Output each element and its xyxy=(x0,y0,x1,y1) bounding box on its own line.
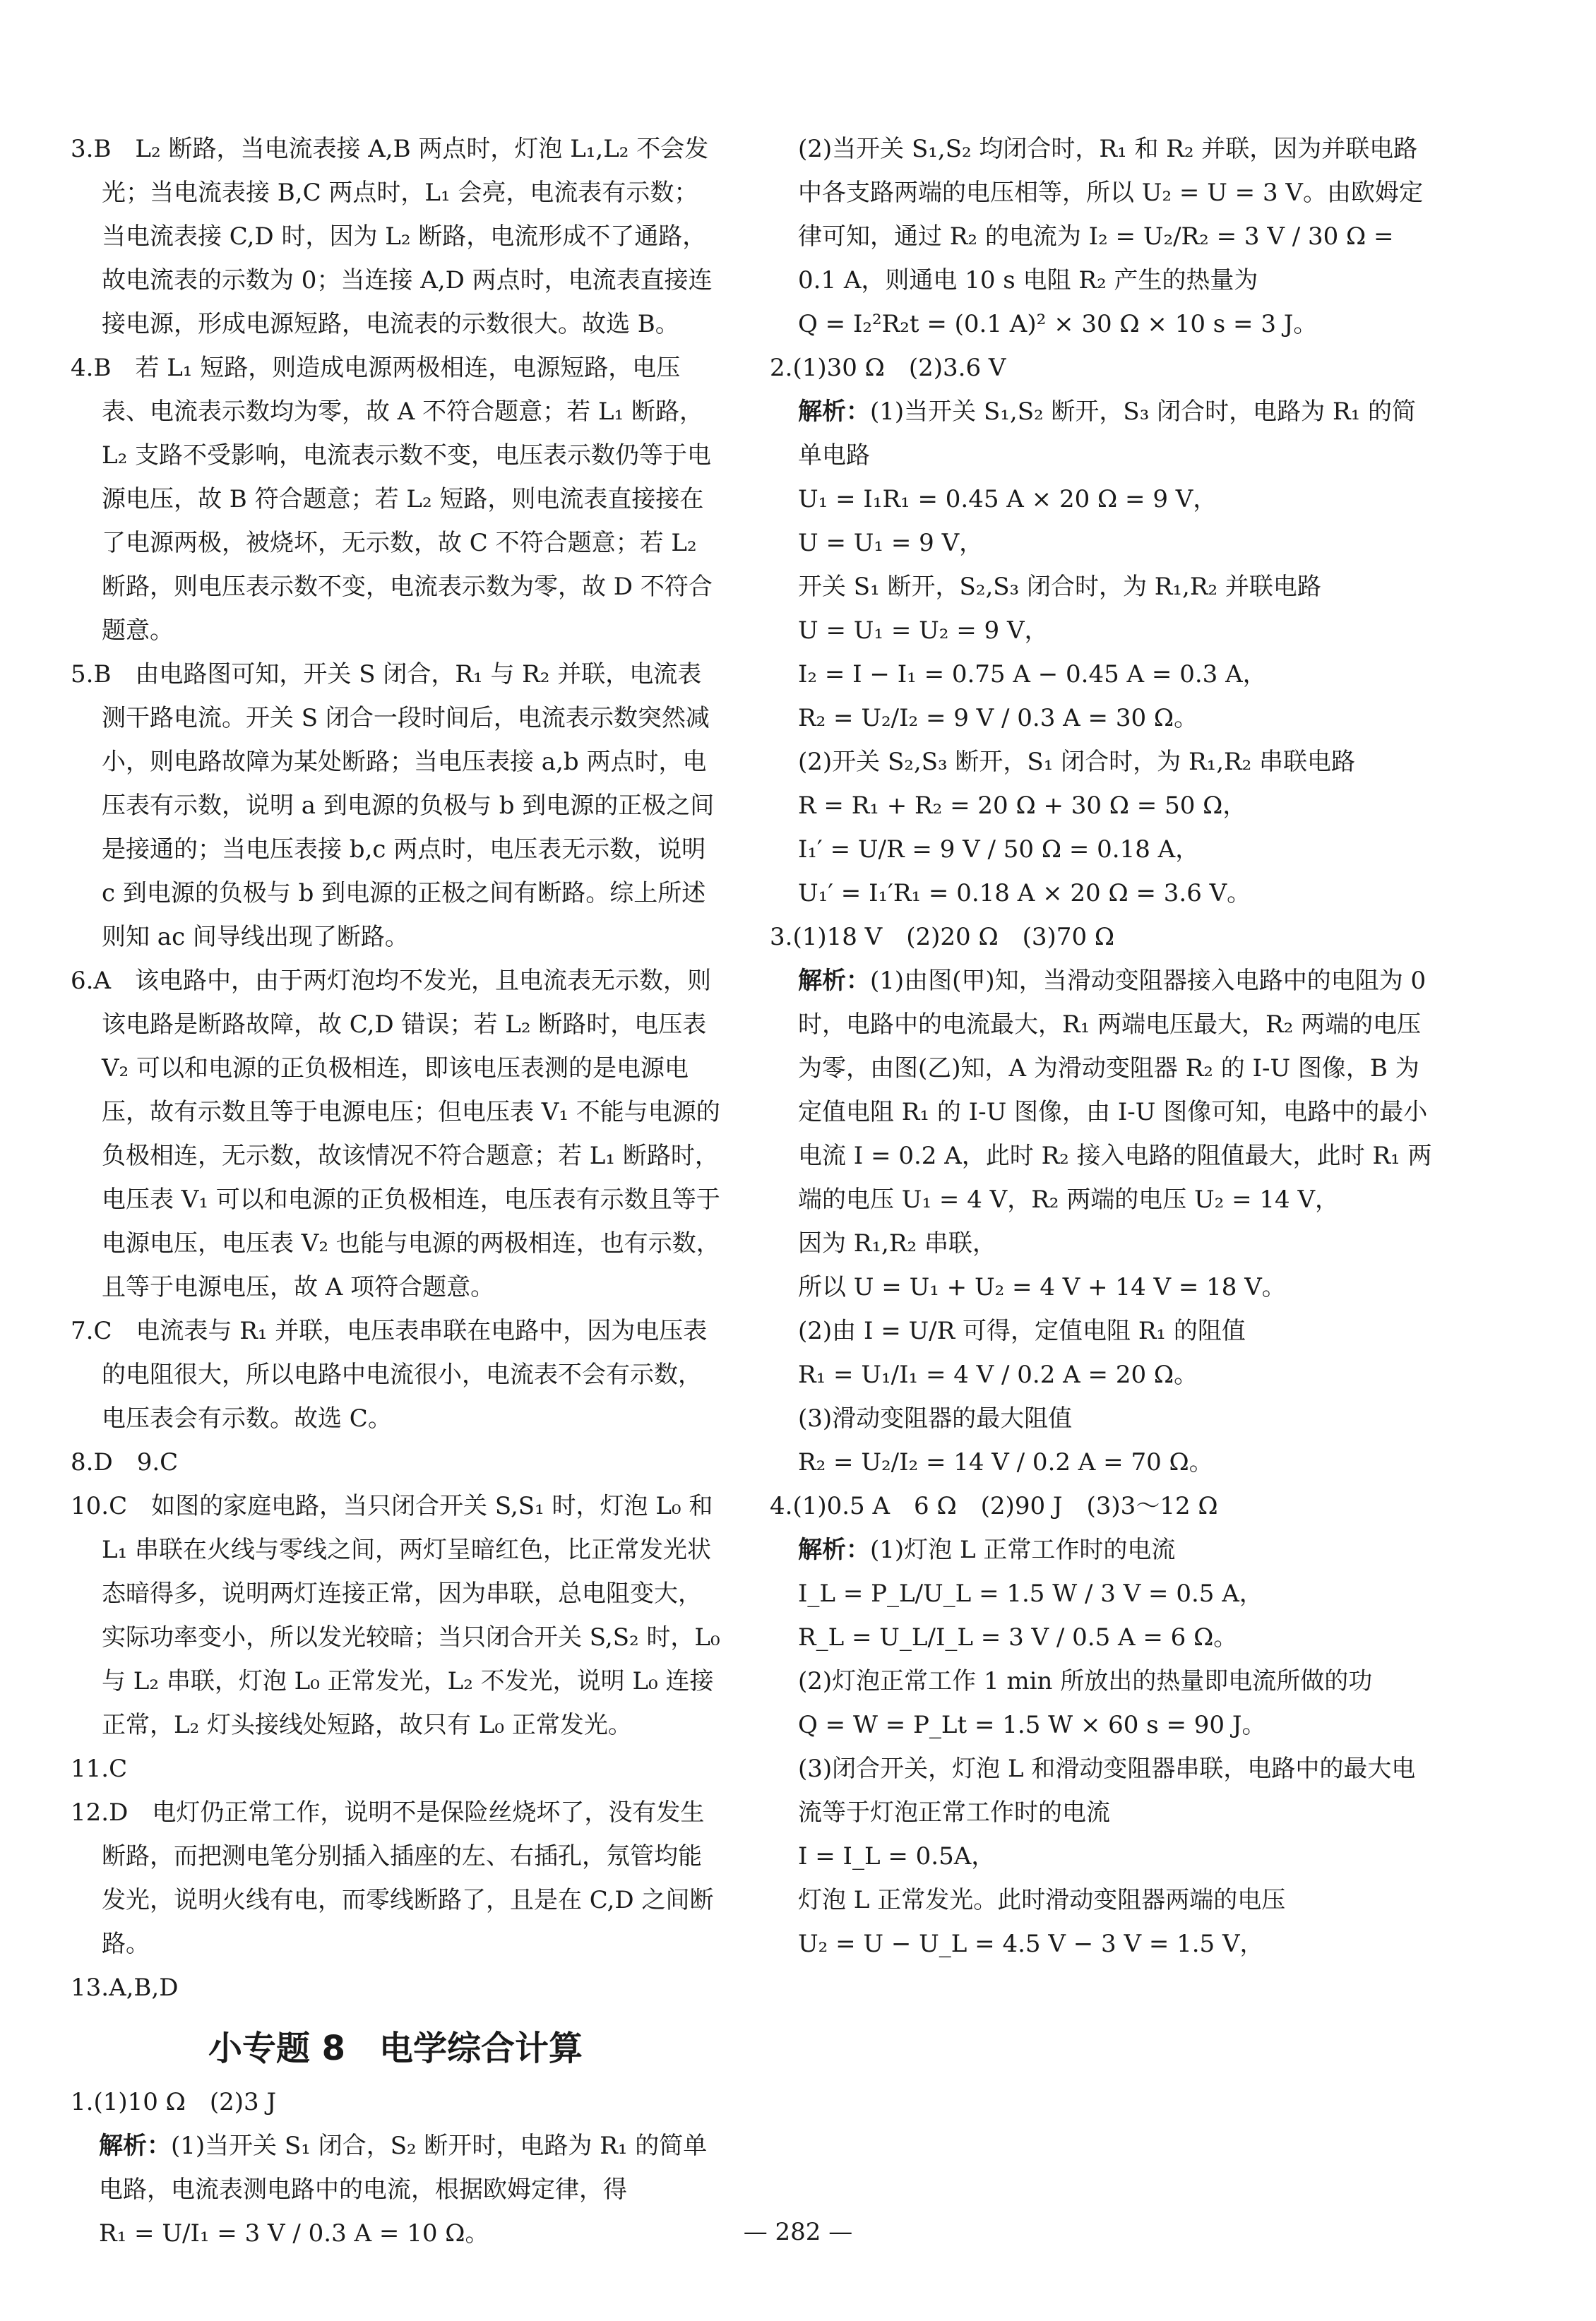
answer-12: 12.D 电灯仍正常工作，说明不是保险丝烧坏了，没有发生断路，而把测电笔分别插入插座的左、右插孔，氖管均能发光，说明火线有电，而零线断路了，且是在 C,D 之间断路。 xyxy=(71,1798,714,1958)
calc-4-line: Q = W = P_Lt = 1.5 W × 60 s = 90 J。 xyxy=(798,1711,1266,1739)
calc-2-line: (2)开关 S₂,S₃ 断开，S₁ 闭合时，为 R₁,R₂ 串联电路 xyxy=(798,748,1356,776)
calc-2-line: I₁′ = U/R = 9 V / 50 Ω = 0.18 A， xyxy=(798,835,1200,864)
calc-2-line: R₂ = U₂/I₂ = 9 V / 0.3 A = 30 Ω。 xyxy=(798,704,1198,732)
explanation-label: 解析： xyxy=(798,398,870,426)
calc-3-line: R₂ = U₂/I₂ = 14 V / 0.2 A = 70 Ω。 xyxy=(798,1448,1213,1476)
calc-1-heat-equation: Q = I₂²R₂t = (0.1 A)² × 30 Ω × 10 s = 3 J。 xyxy=(798,310,1318,338)
calc-2-answer: 2.(1)30 Ω (2)3.6 V xyxy=(770,354,1006,382)
answer-8-9: 8.D 9.C xyxy=(71,1448,179,1476)
calc-2-line: U₁ = I₁R₁ = 0.45 A × 20 Ω = 9 V， xyxy=(798,485,1217,513)
answer-11: 11.C xyxy=(71,1755,128,1783)
calc-4-line: 灯泡 L 正常发光。此时滑动变阻器两端的电压 xyxy=(798,1886,1286,1914)
calc-3-line: (3)滑动变阻器的最大阻值 xyxy=(798,1404,1073,1433)
calc-2-line: I₂ = I − I₁ = 0.75 A − 0.45 A = 0.3 A， xyxy=(798,660,1267,688)
answer-3: 3.B L₂ 断路，当电流表接 A,B 两点时，灯泡 L₁,L₂ 不会发光；当电流表接 B,C 两点时，L₁ 会亮，电流表有示数；当电流表接 C,D 时，因为 L₂ 断路，电流形成不了通路，故电流表的示数为 0；当连接 A,D 两点时，电流表直接连接电源，形成电源短路，电流表的示数很大。故选 B。 xyxy=(71,135,713,338)
calc-3-line: (2)由 I = U/R 可得，定值电阻 R₁ 的阻值 xyxy=(798,1317,1246,1345)
calc-3-explanation xyxy=(770,959,1434,1222)
left-column xyxy=(71,127,720,2255)
calc-3-answer: 3.(1)18 V (2)20 Ω (3)70 Ω xyxy=(770,923,1115,951)
answer-6: 6.A 该电路中，由于两灯泡均不发光，且电流表无示数，则该电路是断路故障，故 C,D 错误；若 L₂ 断路时，电压表 V₂ 可以和电源的正负极相连，即该电压表测的是电源电压，故有示数且等于电源电压；但电压表 V₁ 不能与电源的负极相连，无示数，故该情况不符合题意；若 L₁ 断路时，电压表 V₁ 可以和电源的正负极相连，电压表有示数且等于电源电压，电压表 V₂ 也能与电源的两极相连，也有示数，且等于电源电压，故 A 项符合题意。 xyxy=(71,967,720,1301)
answer-10: 10.C 如图的家庭电路，当只闭合开关 S,S₁ 时，灯泡 L₀ 和 L₁ 串联在火线与零线之间，两灯呈暗红色，比正常发光状态暗得多，说明两灯连接正常，因为串联，总电阻变大，实际功率变小，所以发光较暗；当只闭合开关 S,S₂ 时，L₀ 与 L₂ 串联，灯泡 L₀ 正常发光，L₂ 不发光，说明 L₀ 连接正常，L₂ 灯头接线处短路，故只有 L₀ 正常发光。 xyxy=(71,1492,720,1739)
calc-1-explanation xyxy=(71,2124,720,2212)
calc-2-explanation xyxy=(770,390,1434,477)
calc-1-answer: 1.(1)10 Ω (2)3 J xyxy=(71,2088,277,2116)
calc-2-line: U = U₁ = 9 V， xyxy=(798,529,984,557)
calc-3-line: R₁ = U₁/I₁ = 4 V / 0.2 A = 20 Ω。 xyxy=(798,1361,1198,1389)
calc-2-line: 开关 S₁ 断开，S₂,S₃ 闭合时，为 R₁,R₂ 并联电路 xyxy=(798,573,1321,601)
calc-4-line: I = I_L = 0.5A， xyxy=(798,1842,996,1870)
calc-1-part2: (2)当开关 S₁,S₂ 均闭合时，R₁ 和 R₂ 并联，因为并联电路中各支路两端的电压相等，所以 U₂ = U = 3 V。由欧姆定律可知，通过 R₂ 的电流为 I₂ = U₂/R₂ = 3 V / 30 Ω = 0.1 A，则通电 10 s 电阻 R₂ 产生的热量为 xyxy=(798,135,1423,294)
calc-4-line: (3)闭合开关，灯泡 L 和滑动变阻器串联，电路中的最大电流等于灯泡正常工作时的电流 xyxy=(798,1755,1416,1827)
answer-7: 7.C 电流表与 R₁ 并联，电压表串联在电路中，因为电压表的电阻很大，所以电路中电流很小，电流表不会有示数，电压表会有示数。故选 C。 xyxy=(71,1317,708,1433)
calc-2-line: U₁′ = I₁′R₁ = 0.18 A × 20 Ω = 3.6 V。 xyxy=(798,879,1251,907)
explanation-text: (1)当开关 S₁ 闭合，S₂ 断开时，电路为 R₁ 的简单电路，电流表测电路中的电流，根据欧姆定律，得 xyxy=(99,2132,708,2204)
calc-4-line: U₂ = U − U_L = 4.5 V − 3 V = 1.5 V， xyxy=(798,1930,1264,1958)
explanation-label: 解析： xyxy=(798,967,870,995)
answer-5: 5.B 由电路图可知，开关 S 闭合，R₁ 与 R₂ 并联，电流表测干路电流。开关 S 闭合一段时间后，电流表示数突然减小，则电路故障为某处断路；当电压表接 a,b 两点时，电压表有示数，说明 a 到电源的负极与 b 到电源的正极之间是接通的；当电压表接 b,c 两点时，电压表无示数，说明 c 到电源的负极与 b 到电源的正极之间有断路。综上所述则知 ac 间导线出现了断路。 xyxy=(71,660,715,951)
calc-3-line: 所以 U = U₁ + U₂ = 4 V + 14 V = 18 V。 xyxy=(798,1273,1286,1301)
calc-1-equation: R₁ = U/I₁ = 3 V / 0.3 A = 10 Ω。 xyxy=(99,2219,489,2248)
explanation-text: (1)当开关 S₁,S₂ 断开，S₃ 闭合时，电路为 R₁ 的简单电路 xyxy=(798,398,1417,470)
explanation-label: 解析： xyxy=(798,1536,870,1564)
calc-4-line: I_L = P_L/U_L = 1.5 W / 3 V = 0.5 A， xyxy=(798,1580,1263,1608)
section-title: 小专题 8 电学综合计算 xyxy=(208,2029,583,2068)
right-column xyxy=(770,127,1434,1966)
page-number: — 282 — xyxy=(743,2218,853,2246)
explanation-text: (1)由图(甲)知，当滑动变阻器接入电路中的电阻为 0 时，电路中的电流最大，R₁ 两端电压最大，R₂ 两端的电压为零，由图(乙)知，A 为滑动变阻器 R₂ 的 I-U 图像，B 为定值电阻 R₁ 的 I-U 图像，由 I-U 图像可知，电路中的最小电流 I = 0.2 A，此时 R₂ 接入电路的阻值最大，此时 R₁ 两端的电压 U₁ = 4 V，R₂ 两端的电压 U₂ = 14 V， xyxy=(798,967,1432,1214)
answer-13: 13.A,B,D xyxy=(71,1974,179,2002)
explanation-text: (1)灯泡 L 正常工作时的电流 xyxy=(870,1536,1176,1564)
calc-2-line: U = U₁ = U₂ = 9 V， xyxy=(798,616,1049,645)
calc-4-explanation xyxy=(770,1528,1434,1572)
calc-3-line: 因为 R₁,R₂ 串联， xyxy=(798,1229,996,1258)
calc-4-line: (2)灯泡正常工作 1 min 所放出的热量即电流所做的功 xyxy=(798,1667,1373,1695)
calc-2-line: R = R₁ + R₂ = 20 Ω + 30 Ω = 50 Ω， xyxy=(798,792,1247,820)
explanation-label: 解析： xyxy=(99,2132,171,2160)
calc-4-answer: 4.(1)0.5 A 6 Ω (2)90 J (3)3～12 Ω xyxy=(770,1492,1218,1520)
answer-4: 4.B 若 L₁ 短路，则造成电源两极相连，电源短路，电压表、电流表示数均为零，故 A 不符合题意；若 L₁ 断路，L₂ 支路不受影响，电流表示数不变，电压表示数仍等于电源电压，故 B 符合题意；若 L₂ 短路，则电流表直接接在了电源两极，被烧坏，无示数，故 C 不符合题意；若 L₂ 断路，则电压表示数不变，电流表示数为零，故 D 不符合题意。 xyxy=(71,354,713,645)
calc-4-line: R_L = U_L/I_L = 3 V / 0.5 A = 6 Ω。 xyxy=(798,1623,1238,1652)
